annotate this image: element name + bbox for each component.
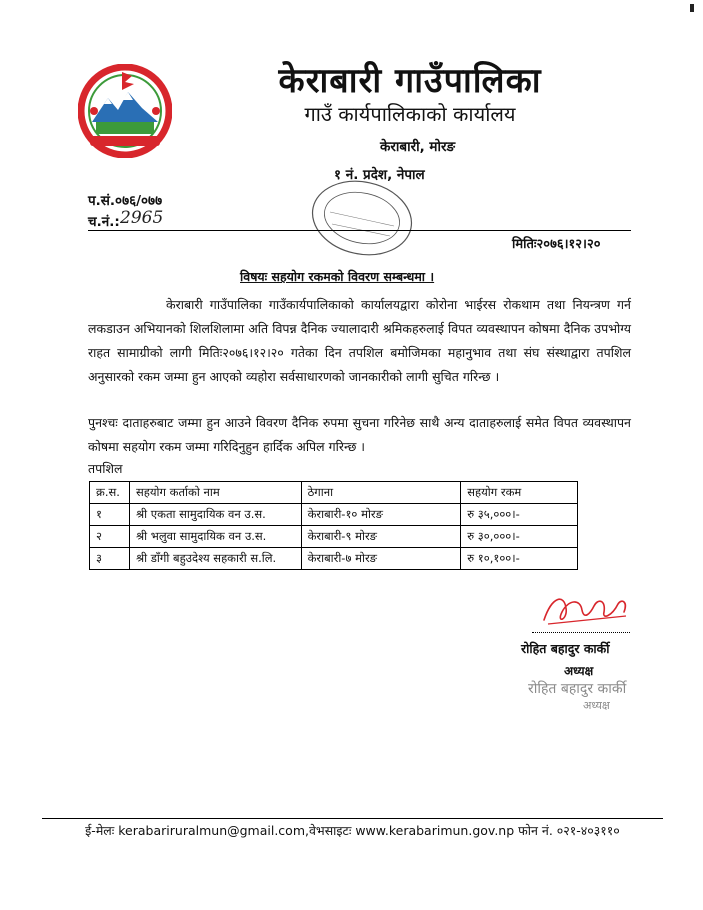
- cell-address: केराबारी-९ मोरङ: [301, 526, 461, 548]
- signatory-role: अध्यक्ष: [564, 664, 594, 678]
- header-address: ठेगाना: [301, 482, 461, 504]
- header-divider: [88, 230, 631, 231]
- name-stamp: रोहित बहादुर कार्की: [528, 681, 627, 697]
- cell-serial: ३: [90, 548, 130, 570]
- cell-donor-name: श्री एकता सामुदायिक वन उ.स.: [129, 504, 301, 526]
- cell-address: केराबारी-७ मोरङ: [301, 548, 461, 570]
- body-paragraph-1: केराबारी गाउँपालिका गाउँकार्यपालिकाको कार्यालयद्वारा कोरोना भाईरस रोकथाम तथा नियन्त्रण गर्न लकडाउन अभियानको शिलशिलामा अति विपन्न दैनिक ज्यालादारी श्रमिकहरुलाई विपत व्यवस्थापन कोषमा दैनिक उपभोग्य राहत सामाग्रीको लागी मितिः२०७६।१२।२० गतेका दिन तपशिल बमोजिमका महानुभाव तथा संघ संस्थाद्वारा तपशिल अनुसारको रकम जम्मा हुन आएको व्यहोरा सर्वसाधारणको जानकारीको लागी सुचित गरिन्छ ।: [88, 297, 631, 384]
- signatory-name: रोहित बहादुर कार्की: [521, 641, 610, 656]
- cell-donor-name: श्री डाँगी बहुउदेश्य सहकारी स.लि.: [129, 548, 301, 570]
- table-row: [90, 504, 578, 526]
- table-row: [90, 526, 578, 548]
- handwritten-signature: [538, 590, 633, 630]
- table-row: [90, 548, 578, 570]
- details-label: तपशिल: [88, 461, 123, 476]
- cell-serial: १: [90, 504, 130, 526]
- letter-subject: विषयः सहयोग रकमको विवरण सम्बन्धमा ।: [240, 269, 435, 284]
- table-header-row: [90, 482, 578, 504]
- footer-divider: [42, 818, 663, 819]
- header-donor-name: सहयोग कर्ताको नाम: [129, 482, 301, 504]
- chalani-label: च.नं.:: [88, 214, 120, 230]
- cell-address: केराबारी-१० मोरङ: [301, 504, 461, 526]
- cell-amount: रु ३५,०००।-: [461, 504, 578, 526]
- reference-number: प.सं.०७६/०७७: [88, 193, 163, 209]
- chalani-number-handwritten: 2965: [120, 208, 164, 228]
- cell-amount: रु ३०,०००।-: [461, 526, 578, 548]
- nepal-emblem-logo: [78, 64, 172, 158]
- donation-table: [89, 481, 578, 570]
- municipality-title: केराबारी गाउँपालिका: [278, 61, 542, 101]
- office-subtitle: गाउँ कार्यपालिकाको कार्यालय: [304, 102, 516, 126]
- office-stamp: [300, 172, 420, 264]
- cell-serial: २: [90, 526, 130, 548]
- header-serial: क्र.स.: [90, 482, 130, 504]
- cell-donor-name: श्री भलुवा सामुदायिक वन उ.स.: [129, 526, 301, 548]
- address-line-2: १ नं. प्रदेश, नेपाल: [334, 167, 425, 183]
- cell-amount: रु १०,१००।-: [461, 548, 578, 570]
- scan-mark: [690, 4, 694, 12]
- body-paragraph-2: पुनश्चः दाताहरुबाट जम्मा हुन आउने विवरण दैनिक रुपमा सुचना गरिनेछ साथै अन्य दाताहरुलाई समेत विपत व्यवस्थापन कोषमा सहयोग रकम जम्मा गरिदिनुहुन हार्दिक अपिल गरिन्छ ।: [88, 415, 631, 454]
- role-stamp: अध्यक्ष: [583, 699, 610, 712]
- address-line-1: केराबारी, मोरङ: [380, 139, 456, 155]
- signature-line: [532, 632, 630, 633]
- header-amount: सहयोग रकम: [461, 482, 578, 504]
- footer-contact: ई-मेलः kerabariruralmun@gmail.com,वेभसाइटः www.kerabarimun.gov.np फोन नं. ०२१-४०३११०: [85, 823, 620, 838]
- letter-date: मितिः२०७६।१२।२०: [512, 237, 601, 252]
